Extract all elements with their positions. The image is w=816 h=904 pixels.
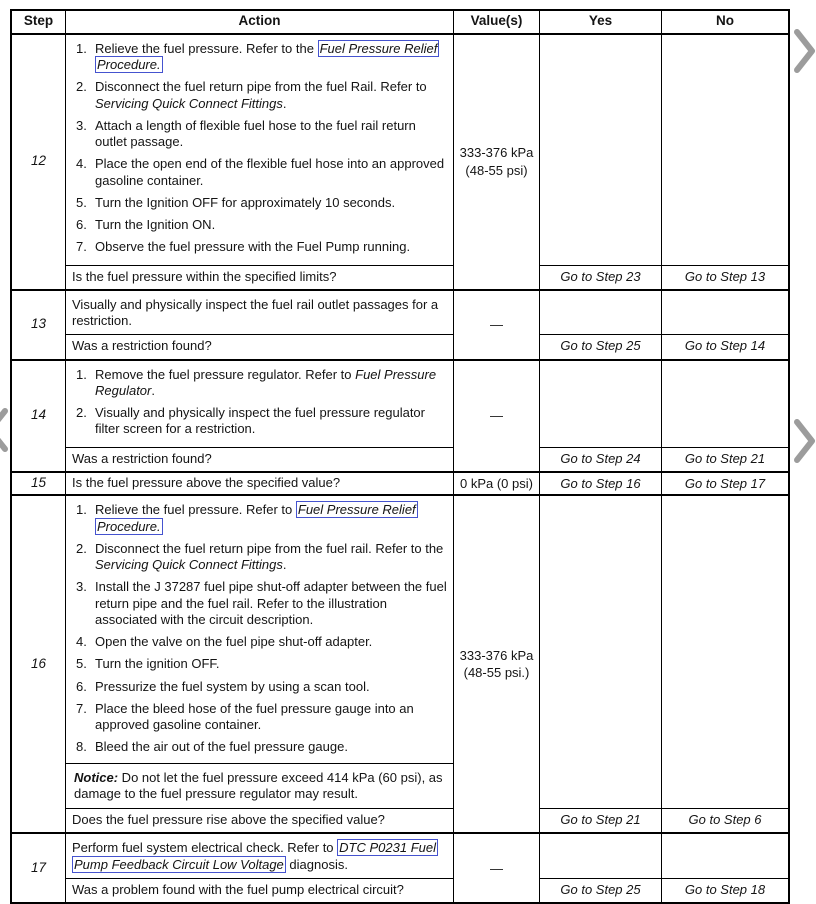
action-list-item: [76, 502, 447, 535]
text-segment: Remove the fuel pressure regulator. Refer to: [95, 366, 356, 382]
column-header-values: Value(s): [454, 11, 540, 33]
value-line: 333-376 kPa: [459, 145, 534, 161]
value-line: —: [490, 407, 503, 423]
item-number: 4.: [76, 156, 87, 172]
text-segment: Relieve the fuel pressure. Refer to the: [95, 40, 318, 56]
prev-page-chevron-middle[interactable]: [0, 406, 10, 460]
question-text: Does the fuel pressure rise above the specified value?: [66, 808, 454, 832]
no-goto: Go to Step 13: [662, 265, 788, 289]
next-page-chevron-middle[interactable]: [792, 417, 816, 471]
value-line: 0 kPa (0 psi): [460, 475, 533, 491]
item-number: 1.: [76, 502, 87, 518]
step-number-cell: 15: [12, 473, 66, 495]
text-segment: .: [282, 557, 287, 573]
next-page-chevron-top[interactable]: [792, 27, 816, 81]
item-text: [95, 739, 447, 755]
item-text: [95, 634, 447, 650]
reference-link[interactable]: DTC P0231 Fuel Pump Feedback Circuit Low Voltage: [74, 840, 436, 872]
reference-link[interactable]: Fuel Pressure Relief Procedure.: [97, 40, 438, 73]
action-list-item: [76, 405, 447, 438]
column-header-no: No: [716, 13, 734, 28]
yes-cell-spacer: [540, 834, 662, 878]
table-row-step-12: [12, 35, 788, 291]
text-segment: Bleed the air out of the fuel pressure gauge.: [95, 739, 348, 755]
column-header-step: Step: [12, 11, 66, 33]
item-text: [95, 239, 447, 255]
yes-goto: Go to Step 16: [540, 473, 662, 495]
text-segment: Place the open end of the flexible fuel hose into an approved gasoline container.: [95, 156, 445, 188]
value-cell: [454, 496, 540, 832]
table-body: [12, 35, 788, 902]
question-text: Is the fuel pressure above the specified value?: [66, 473, 454, 495]
action-content: [66, 35, 454, 265]
item-number: 7.: [76, 239, 87, 255]
item-text: [95, 679, 447, 695]
no-cell-spacer: [662, 361, 788, 447]
action-list-item: [76, 579, 447, 628]
yes-cell-spacer: [540, 496, 662, 808]
item-text: [95, 156, 447, 189]
value-cell: [454, 834, 540, 902]
action-list-item: [76, 541, 447, 574]
action-list-item: [76, 118, 447, 151]
no-cell-spacer: [662, 291, 788, 335]
text-segment: diagnosis.: [285, 856, 348, 872]
yes-cell-spacer: [540, 35, 662, 265]
action-paragraph: [72, 297, 447, 330]
item-text: [95, 701, 447, 734]
item-text: [95, 79, 447, 112]
value-line: —: [490, 860, 503, 876]
yes-goto: Go to Step 24: [540, 447, 662, 471]
value-cell: [454, 361, 540, 471]
text-segment: Visually and physically inspect the fuel rail outlet passages for a restriction.: [72, 296, 439, 329]
table-row-step-13: [12, 291, 788, 361]
action-content: [66, 496, 454, 808]
notice-paragraph: [66, 763, 453, 806]
item-text: [95, 405, 447, 438]
item-number: 3.: [76, 579, 87, 595]
text-segment: Disconnect the fuel return pipe from the fuel Rail. Refer to: [95, 79, 427, 95]
text-segment: Do not let the fuel pressure exceed 414 kPa (60 psi), as damage to the fuel pressure regulator may result.: [74, 769, 443, 801]
text-segment: Perform fuel system electrical check. Refer to: [72, 840, 338, 856]
text-segment: Observe the fuel pressure with the Fuel Pump running.: [95, 239, 411, 255]
item-number: 6.: [76, 678, 87, 694]
no-goto: Go to Step 21: [662, 447, 788, 471]
item-number: 5.: [76, 656, 87, 672]
text-segment: Fuel Pressure Regulator: [95, 366, 437, 398]
item-text: [95, 367, 447, 400]
item-text: [95, 579, 447, 628]
step-number-cell: 13: [12, 291, 66, 359]
item-text: [95, 541, 447, 574]
item-number: 4.: [76, 634, 87, 650]
action-paragraph: [72, 840, 447, 873]
text-segment: .: [282, 95, 287, 111]
value-cell: [454, 473, 540, 495]
text-segment: Turn the Ignition OFF for approximately 10 seconds.: [95, 194, 396, 210]
text-segment: Relieve the fuel pressure. Refer to: [95, 502, 296, 518]
text-segment: Attach a length of flexible fuel hose to the fuel rail return outlet passage.: [95, 117, 416, 150]
question-text: Was a restriction found?: [66, 447, 454, 471]
question-text: Was a problem found with the fuel pump electrical circuit?: [66, 878, 454, 902]
text-segment: Disconnect the fuel return pipe from the fuel rail. Refer to the: [95, 540, 444, 556]
item-number: 7.: [76, 700, 87, 716]
yes-cell-spacer: [540, 291, 662, 335]
text-segment: Notice:: [74, 769, 119, 785]
action-list-item: [76, 217, 447, 233]
yes-cell-spacer: [540, 361, 662, 447]
value-line: —: [490, 316, 503, 332]
action-list-item: [76, 701, 447, 734]
item-text: [95, 41, 447, 74]
step-number-cell: 12: [12, 35, 66, 289]
text-segment: Pressurize the fuel system by using a scan tool.: [95, 678, 370, 694]
item-number: 5.: [76, 194, 87, 210]
text-segment: Servicing Quick Connect Fittings: [95, 557, 283, 573]
text-segment: Install the J 37287 fuel pipe shut-off adapter between the fuel return pipe and the fuel rail. Refer to the illustration associated with the circuit description.: [95, 579, 447, 627]
table-header: [12, 11, 788, 35]
chevron-right-icon: [792, 27, 816, 75]
value-cell: [454, 291, 540, 359]
text-segment: Turn the ignition OFF.: [95, 656, 220, 672]
action-content: [66, 834, 454, 878]
item-number: 2.: [76, 79, 87, 95]
value-cell: [454, 35, 540, 289]
action-list-item: [76, 156, 447, 189]
step-number-cell: 14: [12, 361, 66, 471]
no-goto: Go to Step 17: [684, 475, 766, 491]
action-list-item: [76, 656, 447, 672]
column-header-action: Action: [66, 11, 454, 33]
value-line: (48-55 psi): [465, 162, 528, 178]
item-text: [95, 502, 447, 535]
action-list-item: [76, 79, 447, 112]
action-list-item: [76, 239, 447, 255]
item-text: [95, 217, 447, 233]
item-number: 6.: [76, 217, 87, 233]
question-text: Is the fuel pressure within the specified limits?: [66, 265, 454, 289]
action-list-item: [76, 739, 447, 755]
action-content: [66, 291, 454, 335]
value-line: 333-376 kPa: [459, 647, 534, 663]
item-number: 2.: [76, 540, 87, 556]
item-text: [95, 118, 447, 151]
yes-goto: Go to Step 25: [540, 334, 662, 358]
value-line: (48-55 psi.): [463, 665, 530, 681]
action-list-item: [76, 367, 447, 400]
table-row-step-14: [12, 361, 788, 473]
reference-link[interactable]: Fuel Pressure Relief Procedure.: [97, 502, 416, 534]
yes-goto: Go to Step 25: [540, 878, 662, 902]
action-list-item: [76, 41, 447, 74]
action-content: [66, 361, 454, 447]
no-cell-spacer: [662, 496, 788, 808]
table-row-step-15: [12, 473, 788, 497]
no-goto: Go to Step 6: [662, 808, 788, 832]
step-number-cell: 17: [12, 834, 66, 902]
table-row-step-17: [12, 834, 788, 902]
item-text: [95, 656, 447, 672]
yes-goto: Go to Step 23: [540, 265, 662, 289]
action-list-item: [76, 195, 447, 211]
text-segment: Turn the Ignition ON.: [95, 217, 216, 233]
no-goto: Go to Step 18: [662, 878, 788, 902]
text-segment: Place the bleed hose of the fuel pressure gauge into an approved gasoline container.: [95, 700, 414, 733]
action-list-item: [76, 634, 447, 650]
table-row-step-16: [12, 496, 788, 834]
text-segment: Servicing Quick Connect Fittings: [95, 95, 283, 111]
item-number: 1.: [76, 40, 87, 56]
item-number: 8.: [76, 739, 87, 755]
action-list-item: [76, 679, 447, 695]
text-segment: .: [151, 382, 155, 398]
item-number: 3.: [76, 117, 87, 133]
item-number: 2.: [76, 405, 87, 421]
yes-goto: Go to Step 21: [540, 808, 662, 832]
diagnostic-table: [10, 9, 790, 904]
no-cell-spacer: [662, 834, 788, 878]
text-segment: Visually and physically inspect the fuel pressure regulator filter screen for a restriction.: [95, 405, 425, 437]
column-header-yes: Yes: [540, 11, 662, 33]
chevron-right-icon: [792, 417, 816, 465]
chevron-left-icon: [0, 406, 10, 454]
text-segment: Open the valve on the fuel pipe shut-off adapter.: [95, 634, 373, 650]
item-number: 1.: [76, 366, 87, 382]
item-text: [95, 195, 447, 211]
question-text: Was a restriction found?: [66, 334, 454, 358]
no-cell-spacer: [662, 35, 788, 265]
step-number-cell: 16: [12, 496, 66, 832]
no-goto: Go to Step 14: [662, 334, 788, 358]
